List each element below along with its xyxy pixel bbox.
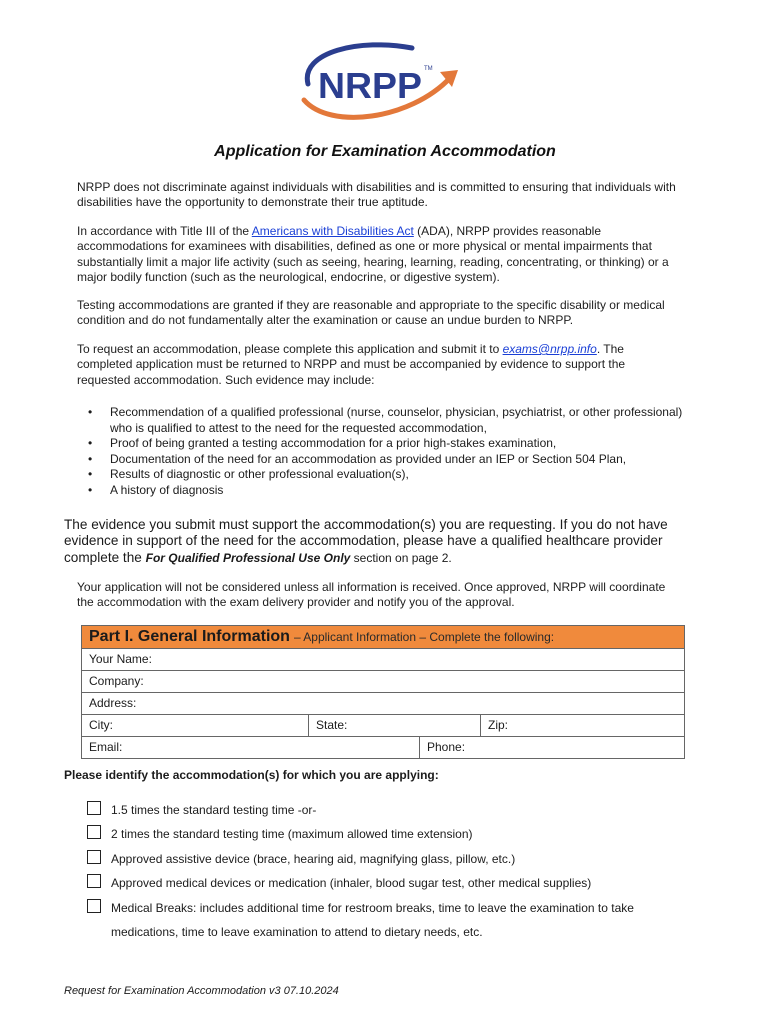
bullet-icon: • (88, 451, 93, 466)
email-phone-row (82, 737, 684, 758)
part1-subheading: – Applicant Information – Complete the following: (293, 630, 555, 644)
address-label: Address: (89, 696, 137, 710)
your-name-field[interactable] (82, 649, 684, 671)
document-footer: Request for Examination Accommodation v3 07.10.2024 (64, 985, 339, 997)
bullet-icon: • (88, 405, 93, 419)
checkbox[interactable] (87, 801, 101, 815)
bullet-icon: • (88, 436, 93, 451)
phone-field[interactable] (420, 737, 684, 758)
company-label: Company: (89, 674, 144, 688)
intro-paragraph-3: Testing accommodations are granted if they are reasonable and appropriate to the specific disability or medical condition and do not fundamentally alter the examination or cause an undue burden to NRPP. (77, 298, 665, 328)
zip-field[interactable] (481, 715, 684, 736)
option-label: Approved medical devices or medication (inhaler, blood sugar test, other medical supplies) (111, 876, 592, 890)
evidence-list (77, 405, 687, 499)
email-link[interactable]: exams@nrpp.info (502, 342, 597, 356)
list-item (77, 452, 687, 468)
part1-header (82, 626, 684, 649)
intro-paragraph-2 (77, 224, 677, 285)
bullet-icon: • (88, 482, 93, 497)
checkbox[interactable] (87, 825, 101, 839)
list-item-text: Results of diagnostic or other professional evaluation(s), (110, 467, 409, 482)
checkbox[interactable] (87, 899, 101, 913)
checkbox[interactable] (87, 874, 101, 888)
list-item (77, 436, 687, 452)
list-item (77, 405, 687, 436)
ada-link[interactable]: Americans with Disabilities Act (251, 224, 414, 238)
list-item (77, 467, 687, 483)
accommodation-prompt: Please identify the accommodation(s) for which you are applying: (64, 768, 439, 782)
nrpp-logo (290, 40, 470, 132)
list-item-text: Documentation of the need for an accommodation as provided under an IEP or Section 504 Plan, (110, 451, 627, 466)
option-label: Medical Breaks: includes additional time for restroom breaks, time to leave the examination to take (111, 901, 634, 915)
option-label: Approved assistive device (brace, hearing aid, magnifying glass, pillow, etc.) (111, 852, 516, 866)
evidence-text: The evidence you submit must support the accommodation(s) you are requesting. If you do not have evidence in support of the need for the accommodation, please have a qualified healthcare provider complete the (64, 517, 668, 565)
checkbox[interactable] (87, 850, 101, 864)
address-field[interactable] (82, 693, 684, 715)
p4-after: . The completed application must be returned to NRPP and must be accompanied by evidence to support the requested accommodation. Such evidence may include: (77, 342, 626, 387)
option-label: 2 times the standard testing time (maximum allowed time extension) (111, 827, 473, 841)
state-label: State: (316, 718, 348, 732)
page-title: Application for Examination Accommodation (214, 143, 556, 160)
zip-label: Zip: (488, 718, 509, 732)
evidence-statement (64, 517, 704, 566)
general-information-form (81, 625, 685, 759)
state-field[interactable] (309, 715, 481, 736)
evidence-tail: section on page 2. (350, 550, 452, 565)
list-item-text: Recommendation of a qualified professional (nurse, counselor, physician, psychiatrist, or other professional) who is qualified to attest to the need for the requested accommodation, (110, 405, 683, 435)
email-label: Email: (89, 740, 123, 754)
option-label-continued: medications, time to leave examination to attend to dietary needs, etc. (111, 925, 483, 939)
list-item-text: Proof of being granted a testing accommodation for a prior high-stakes examination, (110, 436, 557, 451)
company-field[interactable] (82, 671, 684, 693)
bullet-icon: • (88, 467, 93, 482)
city-field[interactable] (82, 715, 309, 736)
list-item-text: A history of diagnosis (110, 482, 224, 497)
email-field[interactable] (82, 737, 420, 758)
p4-before: To request an accommodation, please complete this application and submit it to (77, 342, 503, 356)
list-item (77, 483, 687, 499)
logo-text: NRPP (318, 65, 422, 106)
option-label: 1.5 times the standard testing time -or- (111, 803, 317, 817)
your-name-label: Your Name: (89, 652, 152, 666)
city-state-zip-row (82, 715, 684, 737)
evidence-emphasis: For Qualified Professional Use Only (145, 550, 351, 565)
logo-trademark: TM (424, 66, 433, 72)
part1-heading: Part I. General Information (89, 628, 290, 645)
p2-after: (ADA), NRPP provides reasonable accommodations for examinees with disabilities, defined as one or more physical or mental impairments that substantially limit a major life activity (such as seeing, hearing, learning, reading, concentrating, or thinking) or a major bodily function (such as the neurological, endocrine, or digestive system). (77, 224, 669, 284)
intro-paragraph-4 (77, 342, 677, 388)
phone-label: Phone: (427, 740, 466, 754)
intro-paragraph-1: NRPP does not discriminate against individuals with disabilities and is committed to ensuring that individuals with disabilities have the opportunity to demonstrate their true aptitude. (77, 180, 676, 210)
p2-before: In accordance with Title III of the (77, 224, 252, 238)
city-label: City: (89, 718, 113, 732)
approval-notice: Your application will not be considered unless all information is received. Once approved, NRPP will coordinate the accommodation with the exam delivery provider and notify you of the approval. (77, 580, 666, 610)
